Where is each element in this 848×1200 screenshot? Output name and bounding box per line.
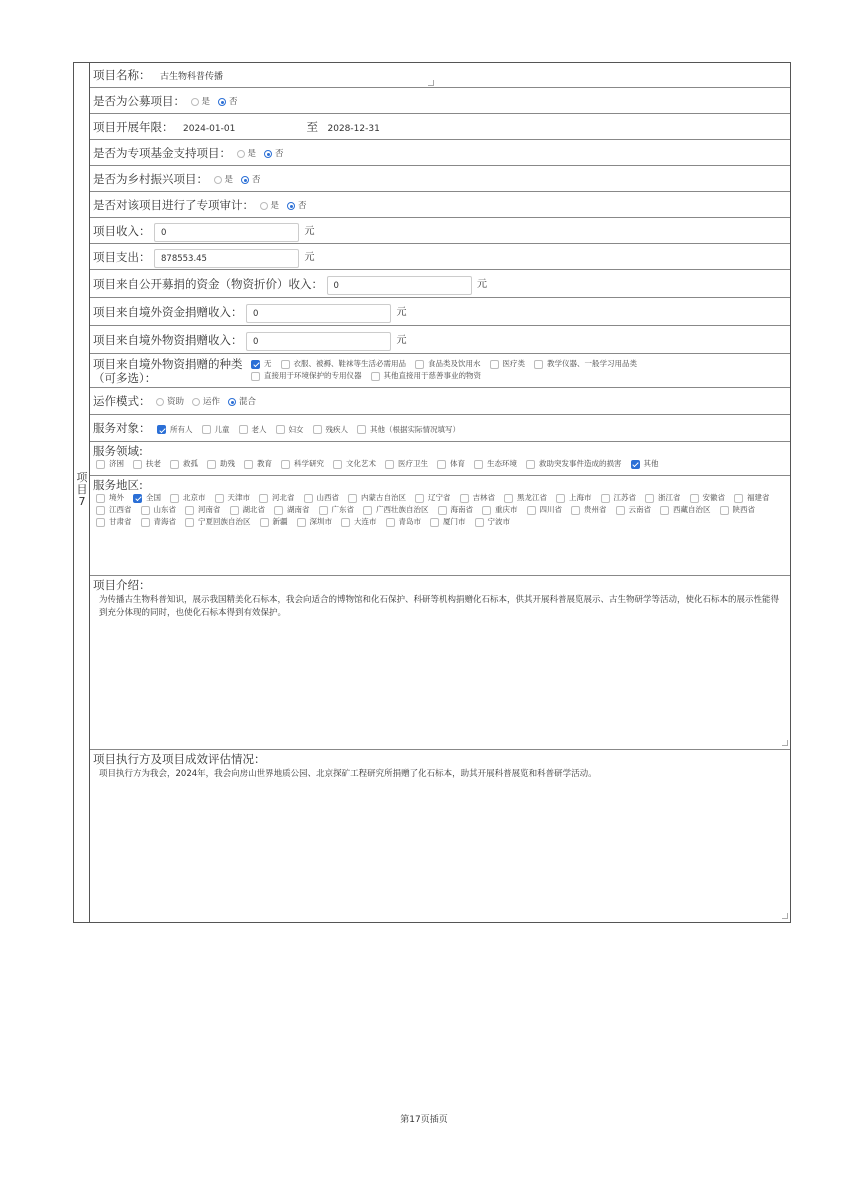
checkbox-icon[interactable] <box>415 494 424 503</box>
checkbox-icon[interactable] <box>482 506 491 515</box>
goods-types-hint: （可多选）： <box>93 371 157 385</box>
service-target-item-label: 妇女 <box>288 424 304 434</box>
special-fund-radio[interactable] <box>237 150 245 158</box>
checkbox-icon[interactable] <box>490 360 499 369</box>
special-fund-option-label: 是 <box>247 149 257 159</box>
period-start-field[interactable]: 2024-01-01 <box>183 124 236 134</box>
service-region-item[interactable] <box>687 492 726 504</box>
income-unit: 元 <box>304 226 315 237</box>
service-region-item[interactable] <box>138 504 177 516</box>
service-field-item-label: 济困 <box>109 459 124 468</box>
checkbox-icon[interactable] <box>386 518 395 527</box>
audit-option-label: 是 <box>270 201 280 211</box>
checkbox-icon[interactable] <box>333 460 342 469</box>
evaluation-label: 项目执行方及项目成效评估情况： <box>93 752 266 766</box>
checkbox-icon[interactable] <box>504 494 513 503</box>
service-region-item-label: 江西省 <box>109 505 132 514</box>
checkbox-icon[interactable] <box>202 425 211 434</box>
service-region-item[interactable] <box>613 504 652 516</box>
overseas-funds-label: 项目来自境外资金捐赠收入： <box>93 305 243 319</box>
checkbox-icon[interactable] <box>631 460 640 469</box>
rural-option-label: 否 <box>252 175 261 185</box>
checkbox-icon[interactable] <box>371 372 380 381</box>
goods-types-item[interactable] <box>278 358 407 370</box>
row-income <box>90 218 790 244</box>
operation-mode-option-label: 资助 <box>167 396 185 407</box>
service-field-item-label: 救孤 <box>183 459 198 468</box>
row-intro <box>90 576 790 750</box>
service-region-item-label: 全国 <box>146 493 161 502</box>
service-region-item-label: 山东省 <box>153 505 176 514</box>
service-field-item-label: 生态环境 <box>487 459 517 468</box>
service-region-item[interactable] <box>271 504 310 516</box>
rural-radios <box>212 173 267 186</box>
checkbox-icon[interactable] <box>415 360 424 369</box>
goods-types-item[interactable] <box>248 358 272 370</box>
checkbox-icon[interactable] <box>207 460 216 469</box>
service-region-item-label: 江苏省 <box>613 493 636 502</box>
checkbox-icon[interactable] <box>251 372 260 381</box>
service-region-item[interactable] <box>457 492 496 504</box>
service-field-item[interactable] <box>204 458 235 470</box>
checkbox-icon[interactable] <box>357 425 366 434</box>
goods-types-item[interactable] <box>248 370 362 382</box>
service-field-list <box>93 458 790 470</box>
intro-label: 项目介绍： <box>93 578 151 592</box>
service-region-item[interactable] <box>345 492 406 504</box>
service-region-item[interactable] <box>93 492 124 504</box>
service-region-item[interactable] <box>138 516 177 528</box>
service-region-item[interactable] <box>553 492 592 504</box>
service-region-item[interactable] <box>717 504 756 516</box>
checkbox-icon[interactable] <box>96 460 105 469</box>
service-field-item-label: 文化艺术 <box>346 459 376 468</box>
rural-radio[interactable] <box>214 176 222 184</box>
checkbox-icon[interactable] <box>734 494 743 503</box>
service-field-item-label: 教育 <box>257 459 272 468</box>
service-field-item[interactable] <box>434 458 465 470</box>
goods-types-item-label: 食品类及饮用水 <box>428 359 481 368</box>
checkbox-icon[interactable] <box>96 494 105 503</box>
service-region-item-label: 四川省 <box>539 505 562 514</box>
service-field-item-label: 助残 <box>220 459 235 468</box>
service-region-item[interactable] <box>472 516 511 528</box>
checkbox-icon[interactable] <box>281 460 290 469</box>
goods-types-item-label: 直接用于环境保护的专用仪器 <box>264 371 362 380</box>
service-target-item[interactable] <box>354 416 460 443</box>
service-region-item[interactable] <box>412 492 451 504</box>
public-fundraising-radio[interactable] <box>191 98 199 106</box>
row-service-region <box>90 476 790 576</box>
checkbox-icon[interactable] <box>297 518 306 527</box>
service-region-item[interactable] <box>227 504 266 516</box>
operation-mode-option-label: 混合 <box>239 396 257 407</box>
checkbox-icon[interactable] <box>313 425 322 434</box>
row-project-name <box>90 63 790 88</box>
special-fund-label: 是否为专项基金支持项目： <box>93 146 231 160</box>
service-region-item-label: 青岛市 <box>398 517 421 526</box>
service-region-item[interactable] <box>182 516 251 528</box>
project-name-field[interactable]: 古生物科普传播 <box>160 72 224 82</box>
service-field-item[interactable] <box>167 458 198 470</box>
service-region-item-label: 吉林省 <box>472 493 495 502</box>
service-field-item[interactable] <box>130 458 161 470</box>
service-region-item-label: 河北省 <box>272 493 295 502</box>
checkbox-icon[interactable] <box>526 460 535 469</box>
service-region-item[interactable] <box>657 504 711 516</box>
service-region-item[interactable] <box>93 516 132 528</box>
checkbox-icon[interactable] <box>616 506 625 515</box>
service-target-item-label: 所有人 <box>170 424 193 434</box>
checkbox-icon[interactable] <box>259 494 268 503</box>
resize-grip-icon <box>428 80 434 86</box>
expense-label: 项目支出： <box>93 250 151 264</box>
special-fund-option-label: 否 <box>275 149 284 159</box>
checkbox-icon[interactable] <box>260 518 269 527</box>
checkbox-icon[interactable] <box>281 360 290 369</box>
form-main <box>90 63 790 922</box>
service-region-item-label: 重庆市 <box>495 505 518 514</box>
service-target-list <box>154 422 466 435</box>
side-column <box>74 63 90 922</box>
service-region-item[interactable] <box>479 504 518 516</box>
service-region-item[interactable] <box>182 504 221 516</box>
service-region-item-label: 大连市 <box>354 517 377 526</box>
service-region-list <box>93 492 783 528</box>
row-special-fund <box>90 140 790 166</box>
goods-types-item-label: 医疗类 <box>502 359 525 368</box>
checkbox-icon[interactable] <box>348 494 357 503</box>
audit-radio[interactable] <box>260 202 268 210</box>
service-field-item[interactable] <box>330 458 376 470</box>
row-overseas-goods <box>90 326 790 354</box>
service-region-item-label: 云南省 <box>628 505 651 514</box>
service-region-item-label: 深圳市 <box>309 517 332 526</box>
audit-label: 是否对该项目进行了专项审计： <box>93 198 254 212</box>
income-label: 项目收入： <box>93 224 151 238</box>
service-field-item[interactable] <box>241 458 272 470</box>
checkbox-icon[interactable] <box>690 494 699 503</box>
checkbox-icon[interactable] <box>645 494 654 503</box>
service-region-item-label: 安徽省 <box>702 493 725 502</box>
special-fund-radio[interactable] <box>264 150 272 158</box>
service-target-item[interactable] <box>199 416 230 443</box>
service-region-item[interactable] <box>301 492 340 504</box>
service-region-item-label: 辽宁省 <box>428 493 451 502</box>
goods-types-list <box>248 358 718 382</box>
overseas-goods-input[interactable]: 0 <box>246 332 391 351</box>
audit-radios <box>258 199 313 212</box>
checkbox-icon[interactable] <box>385 460 394 469</box>
side-label: 项目7 <box>76 471 88 508</box>
checkbox-icon[interactable] <box>157 425 166 434</box>
operation-mode-radio[interactable] <box>156 398 164 406</box>
service-region-item-label: 广西壮族自治区 <box>376 505 429 514</box>
period-end-field[interactable]: 2028-12-31 <box>327 124 380 134</box>
service-region-item[interactable] <box>338 516 377 528</box>
service-region-item[interactable] <box>257 516 288 528</box>
service-field-item-label: 其他 <box>643 459 659 468</box>
checkbox-icon[interactable] <box>363 506 372 515</box>
checkbox-icon[interactable] <box>133 460 142 469</box>
intro-text[interactable]: 为传播古生物科普知识，展示我国精美化石标本，我会向适合的博物馆和化石保护、科研等机构捐赠化石标本，供其开展科普展览展示、古生物研学等活动，使化石标本的展示性能得到充分体现的同时，也使化石标本得到有效保护。 <box>99 595 780 618</box>
checkbox-icon[interactable] <box>720 506 729 515</box>
service-field-item-label: 扶老 <box>146 459 161 468</box>
public-income-label: 项目来自公开募捐的资金（物资折价）收入： <box>93 277 323 291</box>
row-rural <box>90 166 790 192</box>
service-region-item[interactable] <box>435 504 474 516</box>
service-region-item-label: 贵州省 <box>584 505 607 514</box>
service-region-item-label: 福建省 <box>747 493 770 502</box>
service-region-item[interactable] <box>598 492 637 504</box>
checkbox-icon[interactable] <box>274 506 283 515</box>
checkbox-icon[interactable] <box>215 494 224 503</box>
checkbox-icon[interactable] <box>96 506 105 515</box>
service-region-item-label: 黑龙江省 <box>517 493 547 502</box>
row-operation-mode <box>90 388 790 415</box>
special-fund-radios <box>235 147 290 160</box>
checkbox-icon[interactable] <box>185 518 194 527</box>
checkbox-icon[interactable] <box>527 506 536 515</box>
service-region-item-label: 甘肃省 <box>109 517 132 526</box>
row-public-income <box>90 270 790 298</box>
service-region-item-label: 青海省 <box>153 517 176 526</box>
service-region-item-label: 海南省 <box>450 505 473 514</box>
service-region-item-label: 湖北省 <box>242 505 265 514</box>
service-field-item-label: 救助突发事件造成的损害 <box>539 459 622 468</box>
service-target-item-label: 儿童 <box>214 424 230 434</box>
service-region-item-label: 宁夏回族自治区 <box>198 517 251 526</box>
service-region-item-label: 河南省 <box>198 505 221 514</box>
period-separator: 至 <box>306 120 318 134</box>
service-region-item[interactable] <box>167 492 206 504</box>
overseas-funds-input[interactable]: 0 <box>246 304 391 323</box>
service-region-item[interactable] <box>93 504 132 516</box>
service-field-item-label: 体育 <box>450 459 465 468</box>
service-region-item-label: 广东省 <box>331 505 354 514</box>
service-target-item[interactable] <box>154 416 193 443</box>
checkbox-icon[interactable] <box>304 494 313 503</box>
row-audit <box>90 192 790 218</box>
service-region-item[interactable] <box>524 504 563 516</box>
row-service-field <box>90 442 790 476</box>
checkbox-icon[interactable] <box>571 506 580 515</box>
service-target-item[interactable] <box>273 416 304 443</box>
service-target-item-label: 残疾人 <box>325 424 348 434</box>
service-region-item-label: 天津市 <box>227 493 250 502</box>
service-region-item-label: 西藏自治区 <box>673 505 711 514</box>
service-field-item[interactable] <box>278 458 324 470</box>
service-region-item-label: 宁波市 <box>487 517 510 526</box>
service-field-item[interactable] <box>93 458 124 470</box>
checkbox-icon[interactable] <box>319 506 328 515</box>
overseas-funds-unit: 元 <box>396 307 407 318</box>
overseas-goods-label: 项目来自境外物资捐赠收入： <box>93 333 243 347</box>
goods-types-item-label: 衣服、被褥、鞋袜等生活必需用品 <box>293 359 406 368</box>
period-label: 项目开展年限： <box>93 120 174 134</box>
service-region-item[interactable] <box>130 492 161 504</box>
expense-unit: 元 <box>304 252 315 263</box>
service-field-item-label: 科学研究 <box>294 459 324 468</box>
operation-mode-option-label: 运作 <box>203 396 221 407</box>
public-fundraising-option-label: 否 <box>229 97 238 107</box>
project-form <box>73 62 791 923</box>
public-fundraising-label: 是否为公募项目： <box>93 94 185 108</box>
rural-radio[interactable] <box>241 176 249 184</box>
operation-mode-radio[interactable] <box>192 398 200 406</box>
checkbox-icon[interactable] <box>133 494 142 503</box>
checkbox-icon[interactable] <box>276 425 285 434</box>
service-field-label: 服务领域: <box>93 444 143 458</box>
public-income-input[interactable]: 0 <box>327 276 472 295</box>
goods-types-label-block <box>93 357 253 385</box>
service-region-item-label: 厦门市 <box>443 517 466 526</box>
row-public-fundraising <box>90 88 790 114</box>
goods-types-item-label: 无 <box>264 359 272 368</box>
service-region-item[interactable] <box>256 492 295 504</box>
service-target-item-label: 其他（根据实际情况填写） <box>370 424 460 434</box>
resize-grip-icon <box>782 740 788 746</box>
service-region-item-label: 山西省 <box>316 493 339 502</box>
service-region-item[interactable] <box>383 516 422 528</box>
service-region-item[interactable] <box>568 504 607 516</box>
row-overseas-funds <box>90 298 790 326</box>
goods-types-item-label: 教学仪器、一般学习用品类 <box>547 359 637 368</box>
service-region-item-label: 湖南省 <box>287 505 310 514</box>
checkbox-icon[interactable] <box>460 494 469 503</box>
checkbox-icon[interactable] <box>141 506 150 515</box>
goods-types-label: 项目来自境外物资捐赠的种类 <box>93 357 243 371</box>
public-income-unit: 元 <box>477 279 487 290</box>
goods-types-item[interactable] <box>531 358 637 370</box>
evaluation-text[interactable]: 项目执行方为我会，2024年，我会向房山世界地质公园、北京探矿工程研究所捐赠了化石标本，助其开展科普展览和科普研学活动。 <box>99 769 597 779</box>
row-evaluation <box>90 750 790 922</box>
income-input[interactable]: 0 <box>154 223 299 242</box>
service-region-item-label: 内蒙古自治区 <box>361 493 406 502</box>
page-footer: 第17页插页 <box>400 1115 448 1125</box>
checkbox-icon[interactable] <box>230 506 239 515</box>
service-region-item[interactable] <box>316 504 355 516</box>
service-region-item[interactable] <box>501 492 547 504</box>
service-region-item-label: 境外 <box>109 493 124 502</box>
checkbox-icon[interactable] <box>430 518 439 527</box>
service-region-label: 服务地区: <box>93 478 143 492</box>
service-field-item[interactable] <box>382 458 428 470</box>
goods-types-item[interactable] <box>412 358 481 370</box>
service-region-item-label: 上海市 <box>569 493 592 502</box>
checkbox-icon[interactable] <box>170 494 179 503</box>
checkbox-icon[interactable] <box>141 518 150 527</box>
checkbox-icon[interactable] <box>239 425 248 434</box>
audit-radio[interactable] <box>287 202 295 210</box>
goods-types-item[interactable] <box>368 370 482 382</box>
service-region-item-label: 北京市 <box>183 493 206 502</box>
checkbox-icon[interactable] <box>437 460 446 469</box>
rural-label: 是否为乡村振兴项目： <box>93 172 208 186</box>
row-service-target <box>90 415 790 442</box>
checkbox-icon[interactable] <box>185 506 194 515</box>
service-target-item[interactable] <box>310 416 349 443</box>
checkbox-icon[interactable] <box>475 518 484 527</box>
expense-input[interactable]: 878553.45 <box>154 249 299 268</box>
service-field-item-label: 医疗卫生 <box>398 459 428 468</box>
checkbox-icon[interactable] <box>170 460 179 469</box>
row-expense <box>90 244 790 270</box>
operation-mode-radios <box>154 395 262 408</box>
operation-mode-radio[interactable] <box>228 398 236 406</box>
service-target-label: 服务对象： <box>93 421 151 435</box>
service-region-item[interactable] <box>731 492 770 504</box>
checkbox-icon[interactable] <box>660 506 669 515</box>
checkbox-icon[interactable] <box>601 494 610 503</box>
checkbox-icon[interactable] <box>438 506 447 515</box>
service-region-item-label: 新疆 <box>272 517 288 526</box>
checkbox-icon[interactable] <box>251 360 260 369</box>
service-target-item[interactable] <box>236 416 267 443</box>
public-fundraising-radio[interactable] <box>218 98 226 106</box>
service-region-item[interactable] <box>294 516 333 528</box>
row-goods-types <box>90 354 790 388</box>
row-period <box>90 114 790 140</box>
resize-grip-icon <box>782 913 788 919</box>
service-region-item-label: 陕西省 <box>732 505 755 514</box>
checkbox-icon[interactable] <box>556 494 565 503</box>
checkbox-icon[interactable] <box>244 460 253 469</box>
service-field-item[interactable] <box>523 458 622 470</box>
checkbox-icon[interactable] <box>474 460 483 469</box>
service-region-item[interactable] <box>360 504 429 516</box>
checkbox-icon[interactable] <box>534 360 543 369</box>
audit-option-label: 否 <box>298 201 307 211</box>
checkbox-icon[interactable] <box>96 518 105 527</box>
goods-types-item[interactable] <box>487 358 526 370</box>
service-target-item-label: 老人 <box>251 424 267 434</box>
service-region-item-label: 浙江省 <box>658 493 681 502</box>
operation-mode-label: 运作模式： <box>93 394 151 408</box>
public-fundraising-option-label: 是 <box>201 97 211 107</box>
goods-types-item-label: 其他直接用于慈善事业的物资 <box>383 371 481 380</box>
checkbox-icon[interactable] <box>341 518 350 527</box>
rural-option-label: 是 <box>224 175 234 185</box>
service-field-item[interactable] <box>471 458 517 470</box>
overseas-goods-unit: 元 <box>396 335 407 346</box>
service-region-item[interactable] <box>212 492 251 504</box>
public-fundraising-radios <box>189 95 244 108</box>
project-name-label: 项目名称： <box>93 68 151 82</box>
service-region-item[interactable] <box>427 516 466 528</box>
service-field-item[interactable] <box>628 458 659 470</box>
service-region-item[interactable] <box>642 492 681 504</box>
